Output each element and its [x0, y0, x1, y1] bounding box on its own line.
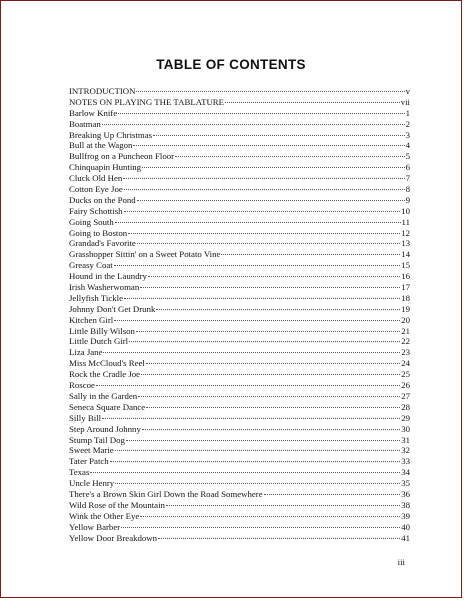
dot-leader: [140, 278, 400, 288]
toc-entry-title: Miss McCloud's Reel: [69, 358, 145, 369]
toc-entry-title: Greasy Coat: [69, 260, 113, 271]
toc-entry-page: 20: [401, 314, 410, 325]
dot-leader: [110, 452, 401, 462]
dot-leader: [123, 169, 404, 179]
toc-entry-page: 2: [405, 118, 410, 129]
dot-leader: [114, 256, 400, 266]
dot-leader: [115, 213, 401, 223]
toc-entry-title: Liza Jane: [69, 347, 103, 358]
dot-leader: [136, 82, 404, 92]
dot-leader: [137, 234, 400, 244]
toc-entry-title: Uncle Henry: [69, 478, 115, 489]
dot-leader: [90, 463, 400, 473]
toc-entry-page: 40: [401, 521, 410, 532]
toc-entry-title: Breaking Up Christmas: [69, 129, 153, 140]
dot-leader: [225, 93, 400, 103]
toc-entry-title: Jellyfish Tickle: [69, 292, 124, 303]
toc-entry-page: 4: [405, 140, 410, 151]
dot-leader: [158, 529, 400, 539]
toc-entry-page: 36: [401, 488, 410, 499]
toc-entry-page: 14: [401, 249, 410, 260]
toc-entry-page: 33: [401, 456, 410, 467]
toc-entry-title: Wink the Other Eye: [69, 510, 140, 521]
dot-leader: [175, 147, 405, 157]
page-title: TABLE OF CONTENTS: [156, 57, 306, 72]
toc-entry-title: Wild Rose of the Mountain: [69, 499, 165, 510]
dot-leader: [103, 343, 400, 353]
dot-leader: [118, 104, 404, 114]
toc-entry-page: 21: [401, 325, 410, 336]
toc-entry-page: 24: [401, 358, 410, 369]
toc-entry-page: 39: [401, 510, 410, 521]
dot-leader: [114, 311, 400, 321]
toc-entry-page: 34: [401, 467, 410, 478]
toc-entry-title: Stump Tail Dog: [69, 434, 125, 445]
dot-leader: [148, 267, 400, 277]
toc-entry-title: Ducks on the Pond: [69, 194, 136, 205]
toc-entry-page: 30: [401, 423, 410, 434]
toc-entry-page: 13: [401, 238, 410, 249]
dot-leader: [140, 507, 400, 517]
dot-leader: [138, 387, 400, 397]
dot-leader: [166, 496, 400, 506]
table-of-contents: [69, 84, 410, 541]
toc-entry-page: 11: [401, 216, 410, 227]
toc-entry-title: Johnny Don't Get Drunk: [69, 303, 156, 314]
toc-entry-page: 25: [401, 369, 410, 380]
toc-entry-page: vii: [400, 96, 410, 107]
toc-entry-title: Kitchen Girl: [69, 314, 114, 325]
toc-entry-title: Tater Patch: [69, 456, 109, 467]
toc-entry-page: 29: [401, 412, 410, 423]
toc-entry-title: Step Around Johnny: [69, 423, 141, 434]
toc-entry-page: 8: [405, 184, 410, 195]
dot-leader: [128, 224, 400, 234]
dot-leader: [264, 485, 401, 495]
toc-entry-title: Silly Bill: [69, 412, 102, 423]
toc-entry-page: 9: [405, 194, 410, 205]
toc-entry-page: 28: [401, 401, 410, 412]
dot-leader: [153, 126, 405, 136]
dot-leader: [124, 202, 401, 212]
toc-entry-title: Yellow Door Breakdown: [69, 532, 158, 543]
toc-entry-title: Little Dutch Girl: [69, 336, 129, 347]
dot-leader: [142, 420, 400, 430]
toc-entry-title: Boatman: [69, 118, 101, 129]
toc-entry-title: Grandad's Favorite: [69, 238, 136, 249]
toc-entry-title: Rock the Cradle Joe: [69, 369, 141, 380]
toc-entry-page: v: [405, 86, 410, 96]
toc-entry-page: 6: [405, 162, 410, 173]
toc-entry-title: There's a Brown Skin Girl Down the Road Somewhere: [69, 488, 263, 499]
dot-leader: [137, 191, 405, 201]
dot-leader: [102, 115, 405, 125]
toc-entry-page: 12: [401, 227, 410, 238]
dot-leader: [121, 518, 400, 528]
toc-entry-title: Irish Washerwoman: [69, 282, 140, 293]
toc-entry-page: 5: [405, 151, 410, 162]
toc-entry-title: Texas: [69, 467, 90, 478]
toc-entry-page: 32: [401, 445, 410, 456]
page-number: iii: [397, 557, 405, 567]
dot-leader: [124, 289, 400, 299]
toc-entry-title: Bull at the Wagon: [69, 140, 133, 151]
toc-entry-title: Going to Boston: [69, 227, 128, 238]
dot-leader: [142, 158, 405, 168]
toc-entry-title: Cluck Old Hen: [69, 173, 123, 184]
dot-leader: [133, 136, 404, 146]
dot-leader: [146, 354, 400, 364]
toc-entry-page: 27: [401, 390, 410, 401]
toc-entry-title: Sally in the Garden: [69, 390, 138, 401]
dot-leader: [156, 300, 400, 310]
toc-entry-page: 10: [401, 205, 410, 216]
toc-entry-page: 17: [401, 282, 410, 293]
toc-entry-title: Bullfrog on a Puncheon Floor: [69, 151, 175, 162]
toc-entry-page: 18: [401, 292, 410, 303]
dot-leader: [102, 409, 400, 419]
toc-entry-title: NOTES ON PLAYING THE TABLATURE: [69, 96, 225, 107]
toc-entry-title: Going South: [69, 216, 114, 227]
dot-leader: [115, 441, 401, 451]
toc-entry-title: Yellow Barber: [69, 521, 121, 532]
toc-entry-page: 41: [401, 532, 410, 543]
toc-entry-title: Fairy Schottish: [69, 205, 123, 216]
dot-leader: [96, 376, 400, 386]
dot-leader: [129, 332, 400, 342]
toc-entry-page: 31: [401, 434, 410, 445]
dot-leader: [115, 474, 400, 484]
toc-entry-title: Cotton Eye Joe: [69, 184, 123, 195]
dot-leader: [141, 365, 400, 375]
toc-entry-title: Seneca Square Dance: [69, 401, 146, 412]
toc-entry-title: Grasshopper Sittin' on a Sweet Potato Vine: [69, 249, 221, 260]
toc-entry-page: 3: [405, 129, 410, 140]
toc-entry-page: 22: [401, 336, 410, 347]
dot-leader: [126, 431, 400, 441]
toc-entry-page: 38: [401, 499, 410, 510]
dot-leader: [124, 180, 405, 190]
dot-leader: [221, 245, 400, 255]
toc-entry-page: 19: [401, 303, 410, 314]
toc-entry-title: INTRODUCTION: [69, 86, 136, 96]
toc-entry-page: 15: [401, 260, 410, 271]
toc-entry-page: 7: [405, 173, 410, 184]
toc-entry-title: Sweet Marie: [69, 445, 114, 456]
toc-entry-title: Barlow Knife: [69, 107, 118, 118]
toc-entry-title: Little Billy Wilson: [69, 325, 135, 336]
toc-entry-page: 35: [401, 478, 410, 489]
toc-entry: [69, 531, 410, 542]
toc-entry-title: Roscoe: [69, 380, 95, 391]
toc-entry-page: 26: [401, 380, 410, 391]
dot-leader: [136, 322, 400, 332]
toc-entry-title: Hound in the Laundry: [69, 271, 147, 282]
toc-entry-title: Chinquapin Hunting: [69, 162, 142, 173]
toc-entry-page: 16: [401, 271, 410, 282]
toc-entry-page: 23: [401, 347, 410, 358]
dot-leader: [146, 398, 400, 408]
toc-entry-page: 1: [405, 107, 410, 118]
